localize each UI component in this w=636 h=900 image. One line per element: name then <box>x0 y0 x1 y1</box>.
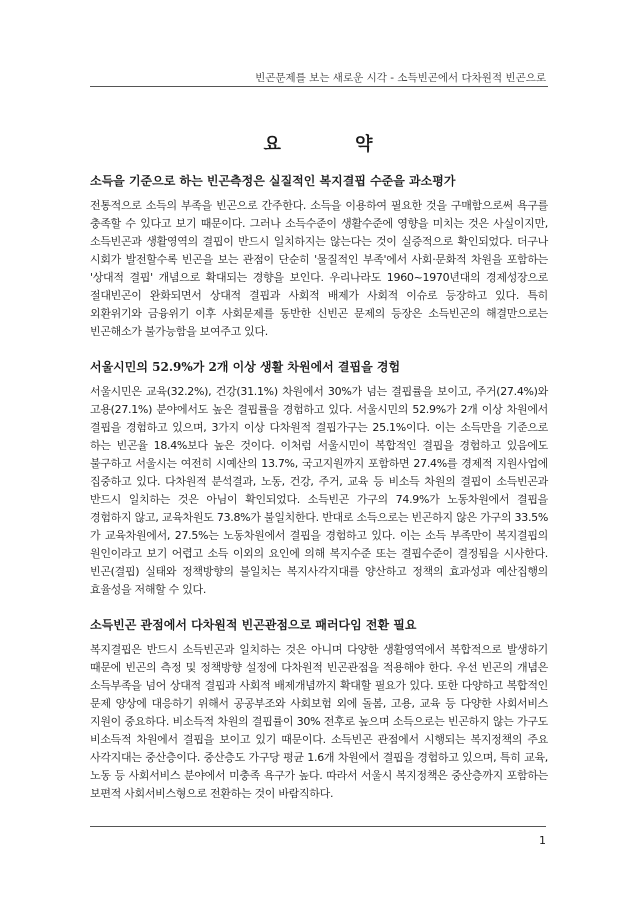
section-body: 전통적으로 소득의 부족을 빈곤으로 간주한다. 소득을 이용하여 필요한 것을 구매함으로써 욕구를 충족할 수 있다고 보기 때문이다. 그러나 소득수준이 생활수준에 영향을 미치는 것은 사실이지만, 소득빈곤과 생활영역의 결핍이 반드시 일치하지는 않는다는 것이 실증적으로 확인되었다. 더구나 시회가 발전할수록 빈곤을 보는 관점이 단순히 '물질적인 부족'에서 사회·문화적 차원을 포함하는 '상대적 결핍' 개념으로 확대되는 경향을 보인다. 우리나라도 1960~1970년대의 경제성장으로 절대빈곤이 완화되면서 상대적 결핍과 사회적 배제가 사회적 이슈로 등장하고 있다. 특히 외환위기와 금융위기 이후 사회문제를 동반한 신빈곤 문제의 등장은 소득빈곤의 해결만으로는 빈곤해소가 불가능함을 보여주고 있다. <box>90 199 548 338</box>
section-heading: 소득빈곤 관점에서 다차원적 빈곤관점으로 패러다임 전환 필요 <box>90 618 417 632</box>
header-divider <box>90 86 548 87</box>
section-body: 복지결핍은 반드시 소득빈곤과 일치하는 것은 아니며 다양한 생활영역에서 복합적으로 발생하기 때문에 빈곤의 측정 및 정책방향 설정에 다차원적 빈곤관점을 적용해야 한다. 우선 빈곤의 개념은 소득부족을 넘어 상대적 결핍과 사회적 배제개념까지 확대할 필요가 있다. 또한 다양하고 복합적인 문제 양상에 대응하기 위해서 공공부조와 사회보험 외에 돌봄, 고용, 교육 등 다양한 사회서비스 지원이 중요하다. 비소득적 차원의 결핍률이 30% 전후로 높으며 소득으로는 빈곤하지 않는 가구도 비소득적 차원에서 결핍을 보이고 있기 때문이다. 소득빈곤 관점에서 시행되는 복지정책의 주요 사각지대는 중산층이다. 중산층도 가구당 평균 1.6개 차원에서 결핍을 경험하고 있으며, 특히 교육, 노동 등 사회서비스 분야에서 미충족 욕구가 높다. 따라서 서울시 복지정책은 중산층까지 포함하는 보편적 사회서비스형으로 전환하는 것이 바람직하다. <box>90 643 548 800</box>
running-header: 빈곤문제를 보는 새로운 시각 - 소득빈곤에서 다차원적 빈곤으로 <box>255 72 546 84</box>
summary-content <box>90 172 548 820</box>
section-paradigm-shift <box>90 616 548 803</box>
footer-divider <box>90 826 546 827</box>
section-heading: 서울시민의 52.9%가 2개 이상 생활 차원에서 결핍을 경험 <box>90 360 401 374</box>
section-income-poverty <box>90 172 548 341</box>
page-title: 요 약 <box>263 134 407 155</box>
section-body: 서울시민은 교육(32.2%), 건강(31.1%) 차원에서 30%가 넘는 결핍률을 보이고, 주거(27.4%)와 고용(27.1%) 분야에서도 높은 결핍률을 경험하고 있다. 서울시민의 52.9%가 2개 이상 차원에서 결핍을 경험하고 있으며, 3가지 이상 다차원적 결핍가구는 25.1%이다. 이는 소득만을 기준으로 하는 빈곤율 18.4%보다 높은 것이다. 이처럼 서울시민이 복합적인 결핍을 경험하고 있음에도 불구하고 서울시는 여전히 시예산의 13.7%, 국고지원까지 포함하면 27.4%를 경제적 지원사업에 집중하고 있다. 다차원적 분석결과, 노동, 건강, 주거, 교육 등 비소득 차원의 결핍이 소득빈곤과 반드시 일치하는 것은 아님이 확인되었다. 소득빈곤 가구의 74.9%가 노동차원에서 결핍을 경험하지 않고, 교육차원도 73.8%가 불일치한다. 반대로 소득으로는 빈곤하지 않은 가구의 33.5%가 교육차원에서, 27.5%는 노동차원에서 결핍을 경험하고 있다. 이는 소득 부족만이 복지결핍의 원인이라고 보기 어렵고 소득 이외의 요인에 의해 복지수준 또는 결핍수준이 결정됨을 시사한다. 빈곤(결핍) 실태와 정책방향의 불일치는 복지사각지대를 양산하고 정책의 효과성과 예산집행의 효율성을 저해할 수 있다. <box>90 385 548 596</box>
page-number: 1 <box>539 834 546 847</box>
section-heading: 소득을 기준으로 하는 빈곤측정은 실질적인 복지결핍 수준을 과소평가 <box>90 174 456 188</box>
section-multidimensional-deprivation <box>90 358 548 599</box>
